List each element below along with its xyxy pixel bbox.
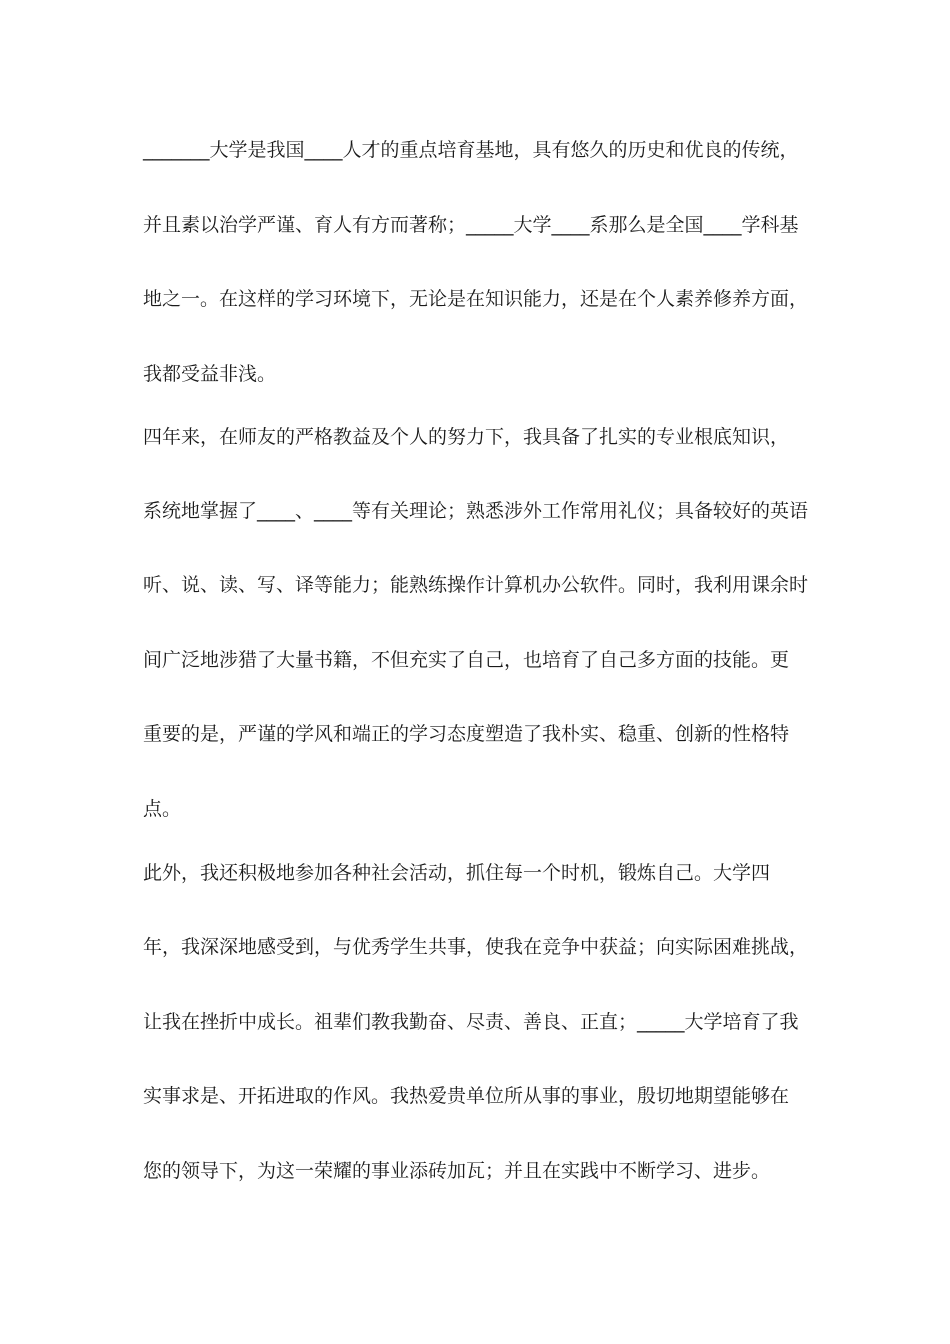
text-line: 实事求是、开拓进取的作风。我热爱贵单位所从事的事业，殷切地期望能够在 <box>143 1085 790 1107</box>
text-line: 年，我深深地感受到，与优秀学生共事，使我在竞争中获益；向实际困难挑战， <box>143 936 809 958</box>
text-line: 点。 <box>143 798 182 820</box>
text-line: 四年来，在师友的严格教益及个人的努力下，我具备了扎实的专业根底知识， <box>143 426 790 448</box>
text-line: 您的领导下，为这一荣耀的事业添砖加瓦；并且在实践中不断学习、进步。 <box>143 1160 771 1182</box>
text-line: 重要的是，严谨的学风和端正的学习态度塑造了我朴实、稳重、创新的性格特 <box>143 723 790 745</box>
text-line: 让我在挫折中成长。祖辈们教我勤奋、尽责、善良、正直；_____大学培育了我 <box>143 1011 799 1033</box>
text-line: _______大学是我国____人才的重点培育基地，具有悠久的历史和优良的传统， <box>143 139 799 161</box>
text-line: 听、说、读、写、译等能力；能熟练操作计算机办公软件。同时，我利用课余时 <box>143 574 809 596</box>
text-line: 此外，我还积极地参加各种社会活动，抓住每一个时机，锻炼自己。大学四 <box>143 862 771 884</box>
text-line: 间广泛地涉猎了大量书籍，不但充实了自己，也培育了自己多方面的技能。更 <box>143 649 790 671</box>
text-line: 地之一。在这样的学习环境下，无论是在知识能力，还是在个人素养修养方面， <box>143 288 809 310</box>
text-line: 系统地掌握了____、____等有关理论；熟悉涉外工作常用礼仪；具备较好的英语 <box>143 500 809 522</box>
text-line: 我都受益非浅。 <box>143 363 277 385</box>
text-line: 并且素以治学严谨、育人有方而著称；_____大学____系那么是全国____学科基 <box>143 214 799 236</box>
